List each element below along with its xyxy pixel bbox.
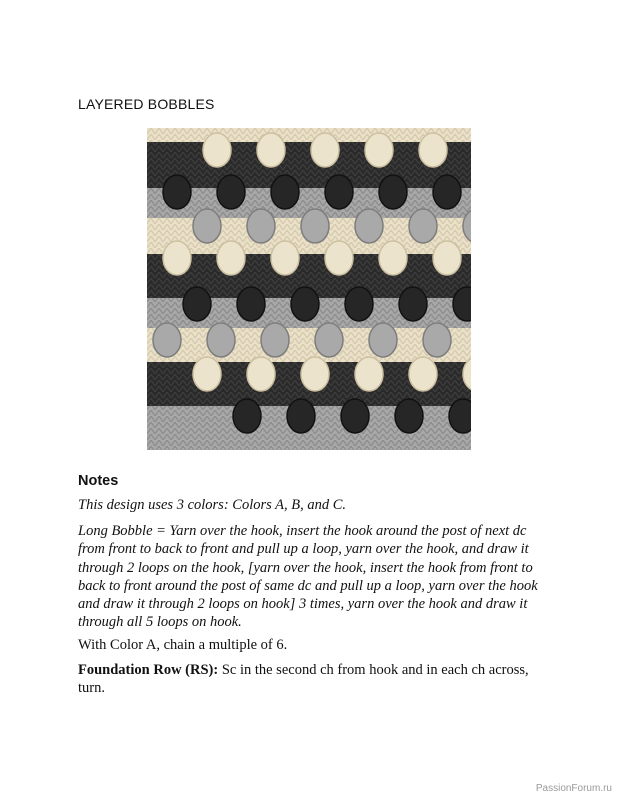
- notes-heading: Notes: [78, 473, 119, 489]
- long-bobble-definition: Long Bobble = Yarn over the hook, insert the hook around the post of next dc from front to back to front and pull up a loop, yarn over the hook, and draw it through 2 loops on the hook, [yarn over the hook, insert the hook from front to back to front around the post of same dc and pull up a loop, yarn over the hook and draw it through 2 loops on hook] 3 times, yarn over the hook and draw it through all 5 loops on hook.: [78, 523, 538, 631]
- chain-instruction: With Color A, chain a multiple of 6.: [78, 637, 288, 653]
- watermark: PassionForum.ru: [535, 783, 612, 794]
- colors-note: This design uses 3 colors: Colors A, B, and C.: [78, 497, 347, 513]
- foundation-row-text: Sc in the second ch from hook and in each ch across, turn.: [78, 662, 529, 697]
- foundation-row: [78, 661, 548, 698]
- crochet-swatch-photo: [147, 128, 471, 450]
- foundation-row-label: Foundation Row (RS):: [78, 662, 219, 678]
- pattern-title: LAYERED BOBBLES: [78, 96, 215, 112]
